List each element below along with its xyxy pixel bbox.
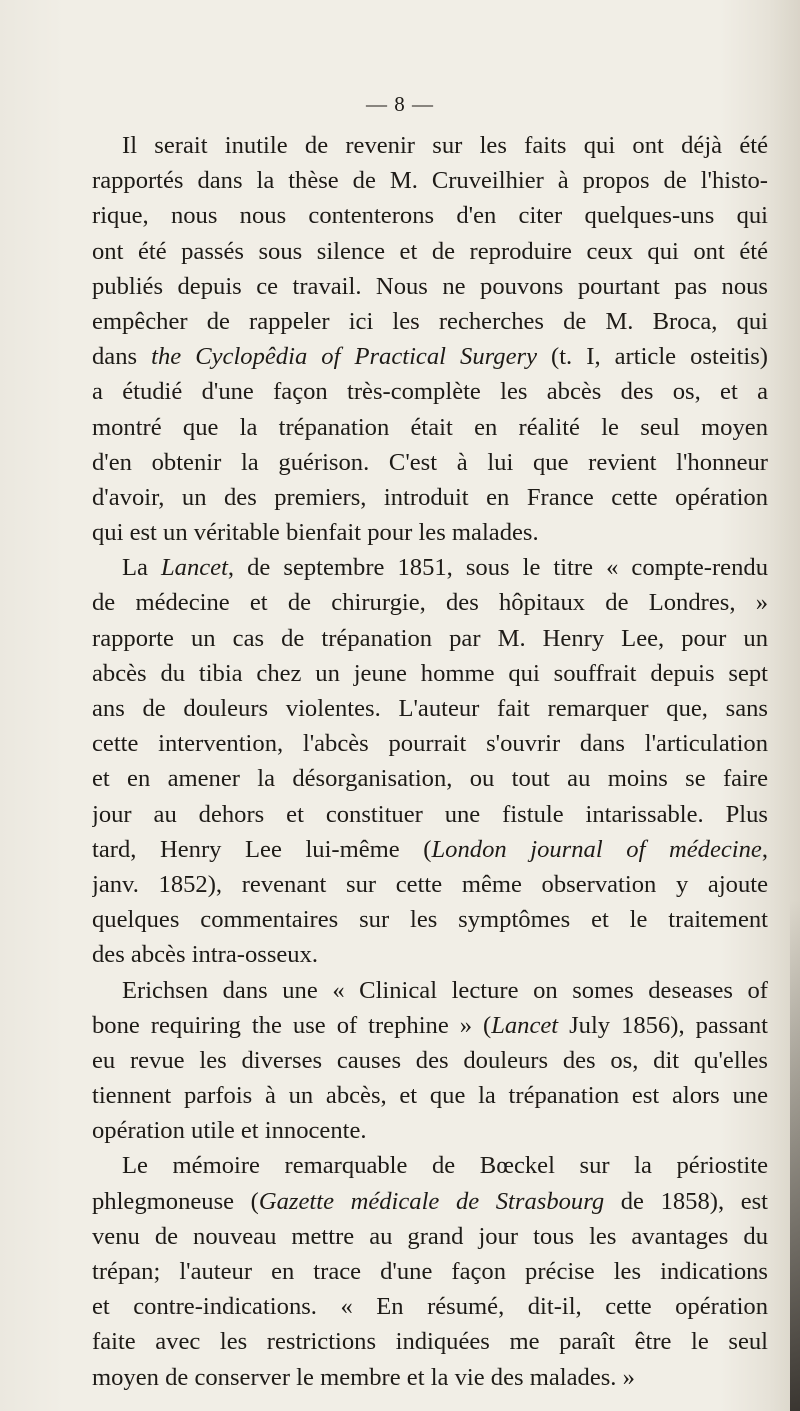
text-line [92, 621, 768, 656]
text-line [92, 128, 768, 163]
text-line [92, 234, 768, 269]
text-line [92, 1184, 768, 1219]
text-line [92, 1324, 768, 1359]
line-text: trépan; l'auteur en trace d'une façon précise les indications [92, 1258, 768, 1285]
text-line [92, 691, 768, 726]
line-text: de 1858), est [604, 1187, 768, 1215]
line-text: abcès du tibia chez un jeune homme qui souffrait depuis sept [92, 659, 768, 687]
text-line [92, 937, 768, 972]
line-text: , [761, 835, 768, 863]
text-line [92, 585, 768, 620]
text-line [92, 867, 768, 902]
line-text: d'avoir, un des premiers, introduit en France cette opération [92, 483, 768, 511]
line-text: venu de nouveau mettre au grand jour tous les avantages du [92, 1222, 768, 1250]
line-text: de médecine et de chirurgie, des hôpitaux de Londres, » [92, 589, 768, 617]
line-text: ont été passés sous silence et de reproduire ceux qui ont été [92, 237, 768, 265]
line-text: montré que la trépanation était en réalité le seul moyen [92, 413, 768, 441]
line-text: des abcès intra-osseux. [92, 941, 319, 969]
line-text: et en amener la désorganisation, ou tout au moins se faire [92, 765, 768, 793]
line-text: opération utile et innocente. [92, 1117, 367, 1145]
page-edge-shadow [790, 900, 800, 1411]
line-text: , de septembre 1851, sous le titre « compte-rendu [227, 554, 768, 582]
italic-title: Gazette médicale de Strasbourg [258, 1187, 605, 1215]
text-line [92, 198, 768, 233]
line-text: janv. 1852), revenant sur cette même observation y ajoute [92, 870, 768, 898]
text-line [92, 410, 768, 445]
text-line [92, 973, 768, 1008]
text-line [92, 515, 768, 550]
text-line [92, 832, 768, 867]
line-text: qui est un véritable bienfait pour les malades. [92, 519, 539, 547]
text-line [92, 761, 768, 796]
line-text: Le mémoire remarquable de Bœckel sur la périostite [122, 1152, 768, 1180]
line-text: publiés depuis ce travail. Nous ne pouvons pourtant pas nous [92, 272, 768, 300]
italic-title: Lancet [491, 1011, 559, 1039]
text-line [92, 1360, 768, 1395]
text-line [92, 163, 768, 198]
line-text: d'en obtenir la guérison. C'est à lui que revient l'honneur [92, 448, 768, 476]
line-text: (t. I, article osteitis) [536, 343, 768, 371]
line-text: tiennent parfois à un abcès, et que la trépanation est alors une [92, 1082, 768, 1110]
text-line [92, 726, 768, 761]
text-line [92, 480, 768, 515]
line-text: July 1856), passant [558, 1011, 768, 1039]
line-text: Il serait inutile de revenir sur les faits qui ont déjà été [122, 132, 768, 159]
page-number: — 8 — [366, 92, 434, 116]
text-line [92, 550, 768, 585]
text-line [92, 1008, 768, 1043]
line-text: rique, nous nous contenterons d'en citer quelques-uns qui [92, 202, 768, 230]
line-text: eu revue les diverses causes des douleurs des os, dit qu'elles [92, 1046, 768, 1074]
text-line [92, 374, 768, 409]
text-line [92, 1043, 768, 1078]
line-text: bone requiring the use of trephine » ( [92, 1011, 492, 1039]
line-text: moyen de conserver le membre et la vie des malades. » [92, 1363, 635, 1391]
line-text: et contre-indications. « En résumé, dit-il, cette opération [92, 1293, 768, 1321]
line-text: dans [92, 343, 152, 371]
text-line [92, 1289, 768, 1324]
text-line [92, 1254, 768, 1289]
text-line [92, 797, 768, 832]
text-line [92, 902, 768, 937]
text-line [92, 304, 768, 339]
line-text: rapporte un cas de trépanation par M. Henry Lee, pour un [92, 624, 768, 652]
text-line [92, 1078, 768, 1113]
text-line [92, 339, 768, 374]
line-text: La [122, 554, 161, 582]
line-text: ans de douleurs violentes. L'auteur fait remarquer que, sans [92, 695, 768, 722]
text-line [92, 445, 768, 480]
text-line [92, 1148, 768, 1183]
line-text: tard, Henry Lee lui-même ( [92, 835, 432, 863]
line-text: empêcher de rappeler ici les recherches de M. Broca, qui [92, 307, 768, 335]
line-text: quelques commentaires sur les symptômes et le traitement [92, 906, 768, 934]
italic-title: Lancet [160, 554, 228, 582]
line-text: faite avec les restrictions indiquées me paraît être le seul [92, 1328, 768, 1356]
line-text: jour au dehors et constituer une fistule intarissable. Plus [92, 800, 768, 828]
italic-title: London journal of médecine [431, 835, 762, 863]
line-text: a étudié d'une façon très-complète les abcès des os, et a [92, 378, 768, 406]
text-line [92, 656, 768, 691]
text-line [92, 1113, 768, 1148]
line-text: rapportés dans la thèse de M. Cruveilhier à propos de l'histo- [92, 167, 768, 195]
text-line [92, 269, 768, 304]
text-line [92, 1219, 768, 1254]
line-text: cette intervention, l'abcès pourrait s'ouvrir dans l'articulation [92, 730, 768, 758]
body-text [92, 128, 768, 1395]
line-text: Erichsen dans une « Clinical lecture on somes deseases of [122, 976, 768, 1004]
line-text: phlegmoneuse ( [92, 1187, 259, 1215]
italic-title: the Cyclopêdia of Practical Surgery [151, 343, 537, 371]
